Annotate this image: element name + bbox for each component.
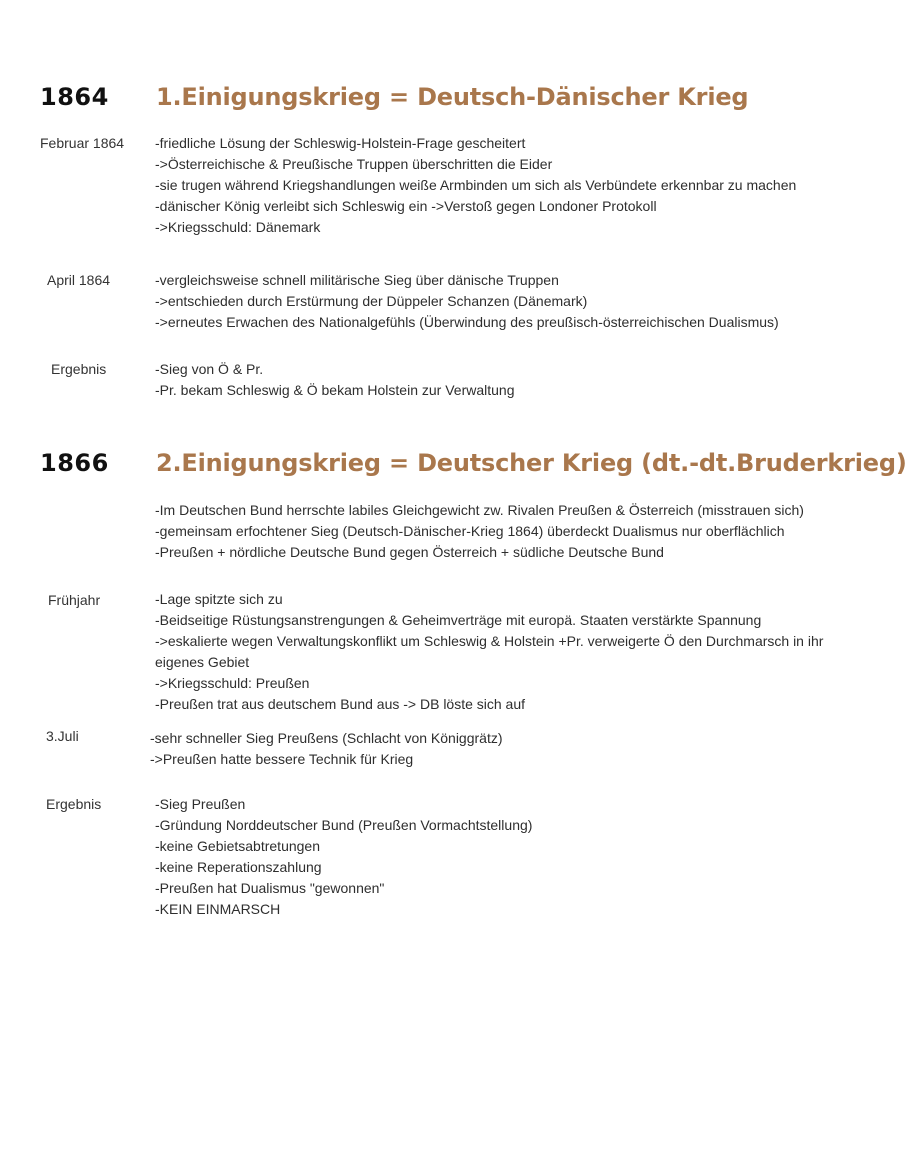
note-line: -sie trugen während Kriegshandlungen weiße Armbinden um sich als Verbündete erkennbar zu machen bbox=[155, 177, 797, 193]
note-line: -keine Reperationszahlung bbox=[155, 859, 322, 875]
note-line: -Preußen trat aus deutschem Bund aus -> DB löste sich auf bbox=[155, 696, 526, 712]
section-heading-2: 2.Einigungskrieg = Deutscher Krieg (dt.-dt.Bruderkrieg) bbox=[156, 449, 907, 477]
date-label-3-juli: 3.Juli bbox=[46, 728, 79, 744]
notes-block-fruehjahr bbox=[155, 589, 824, 715]
note-line: -Lage spitzte sich zu bbox=[155, 591, 283, 607]
notes-block-ergebnis-1864 bbox=[155, 359, 815, 401]
note-line: ->Kriegsschuld: Dänemark bbox=[155, 219, 321, 235]
note-line: -KEIN EINMARSCH bbox=[155, 901, 281, 917]
note-line: -dänischer König verleibt sich Schleswig ein ->Verstoß gegen Londoner Protokoll bbox=[155, 198, 657, 214]
note-line: -Gründung Norddeutscher Bund (Preußen Vormachtstellung) bbox=[155, 817, 533, 833]
section-heading-1: 1.Einigungskrieg = Deutsch-Dänischer Krieg bbox=[156, 83, 749, 111]
note-line: ->Kriegsschuld: Preußen bbox=[155, 675, 310, 691]
date-label-april-1864: April 1864 bbox=[47, 272, 111, 288]
note-line: -sehr schneller Sieg Preußens (Schlacht von Königgrätz) bbox=[150, 730, 503, 746]
note-line: ->Preußen hatte bessere Technik für Krieg bbox=[150, 751, 414, 767]
notes-block-februar-1864 bbox=[155, 133, 815, 238]
year-1864: 1864 bbox=[40, 83, 109, 111]
note-line: -Im Deutschen Bund herrschte labiles Gleichgewicht zw. Rivalen Preußen & Österreich (misstrauen sich) bbox=[155, 502, 804, 518]
note-line: ->erneutes Erwachen des Nationalgefühls (Überwindung des preußisch-österreichischen Dualismus) bbox=[155, 314, 779, 330]
label-ergebnis-1866: Ergebnis bbox=[46, 796, 102, 812]
notes-block-3-juli bbox=[150, 728, 810, 770]
note-line: -Sieg Preußen bbox=[155, 796, 246, 812]
note-line: -Preußen hat Dualismus "gewonnen" bbox=[155, 880, 385, 896]
note-line: -Pr. bekam Schleswig & Ö bekam Holstein zur Verwaltung bbox=[155, 382, 515, 398]
note-line: ->entschieden durch Erstürmung der Düppeler Schanzen (Dänemark) bbox=[155, 293, 588, 309]
date-label-fruehjahr: Frühjahr bbox=[48, 592, 101, 608]
note-line: -Beidseitige Rüstungsanstrengungen & Geheimverträge mit europä. Staaten verstärkte Spannung bbox=[155, 612, 762, 628]
label-ergebnis-1864: Ergebnis bbox=[51, 361, 107, 377]
note-line: -Preußen + nördliche Deutsche Bund gegen Österreich + südliche Deutsche Bund bbox=[155, 544, 664, 560]
date-label-februar-1864: Februar 1864 bbox=[40, 135, 125, 151]
note-line: -keine Gebietsabtretungen bbox=[155, 838, 320, 854]
note-line: -vergleichsweise schnell militärische Sieg über dänische Truppen bbox=[155, 272, 559, 288]
note-line: ->eskalierte wegen Verwaltungskonflikt um Schleswig & Holstein +Pr. verweigerte Ö den Durchmarsch in ihr bbox=[155, 633, 824, 649]
note-line: -friedliche Lösung der Schleswig-Holstein-Frage gescheitert bbox=[155, 135, 526, 151]
note-line: ->Österreichische & Preußische Truppen überschritten die Eider bbox=[155, 156, 553, 172]
note-line: eigenes Gebiet bbox=[155, 654, 250, 670]
notes-block-april-1864 bbox=[155, 270, 815, 333]
note-line: -gemeinsam erfochtener Sieg (Deutsch-Dänischer-Krieg 1864) überdeckt Dualismus nur oberflächlich bbox=[155, 523, 785, 539]
year-1866: 1866 bbox=[40, 449, 109, 477]
notes-block-intro-1866 bbox=[155, 500, 815, 563]
notes-block-ergebnis-1866 bbox=[155, 794, 815, 920]
note-line: -Sieg von Ö & Pr. bbox=[155, 361, 264, 377]
